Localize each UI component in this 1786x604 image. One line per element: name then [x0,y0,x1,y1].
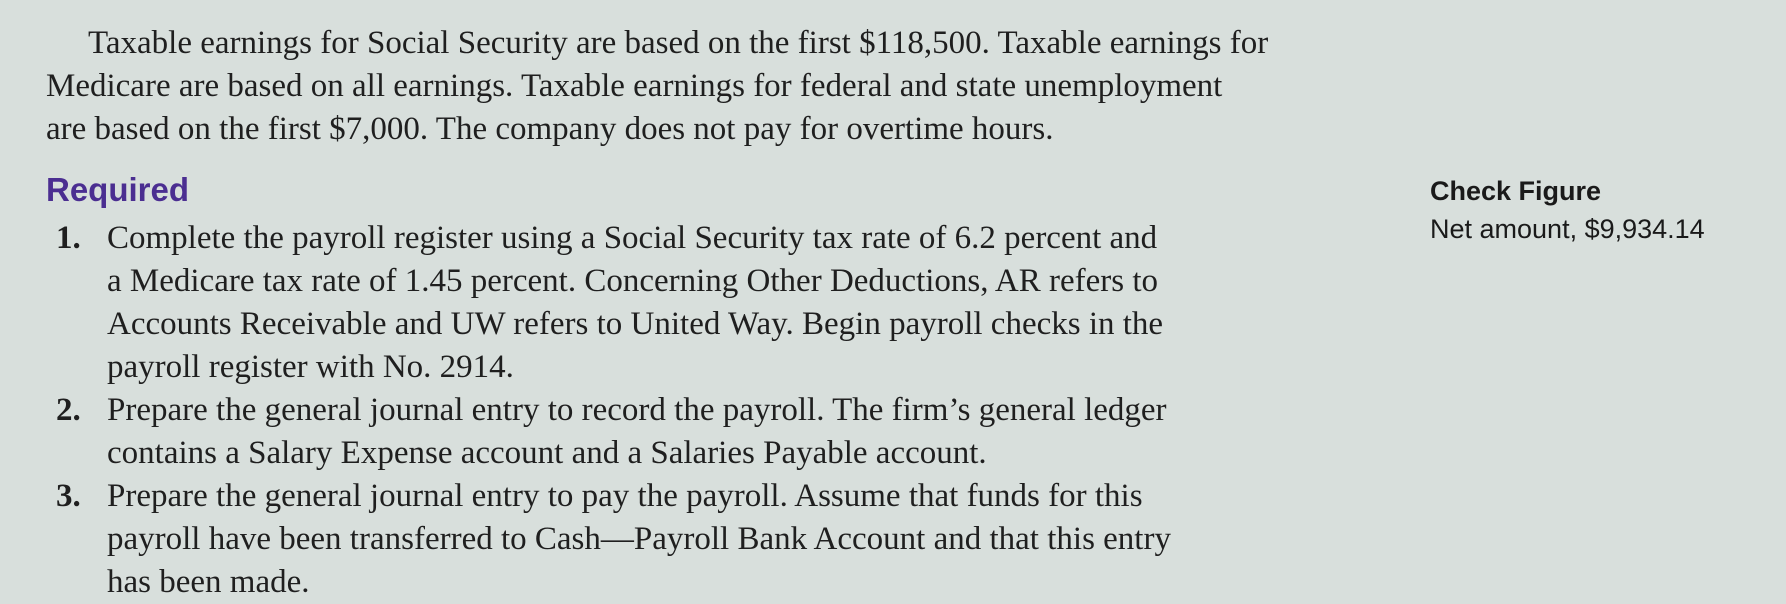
intro-line: Taxable earnings for Social Security are based on the first $118,500. Taxable earnings for [88,25,1269,61]
item-line: contains a Salary Expense account and a Salaries Payable account. [107,435,987,471]
item-line: payroll have been transferred to Cash—Payroll Bank Account and that this entry [107,521,1171,557]
required-item-1 [46,217,1366,389]
check-figure-value: Net amount, $9,934.14 [1430,214,1705,244]
item-line: Accounts Receivable and UW refers to United Way. Begin payroll checks in the [107,306,1164,342]
check-figure-title: Check Figure [1430,176,1602,206]
check-figure-box [1430,172,1770,248]
required-item-3 [46,475,1366,604]
required-heading: Required [46,171,190,208]
intro-paragraph [46,22,1336,151]
item-number: 3. [56,478,81,514]
required-item-2 [46,389,1366,475]
intro-line: Medicare are based on all earnings. Taxable earnings for federal and state unemployment [46,68,1223,104]
item-line: Prepare the general journal entry to pay the payroll. Assume that funds for this [107,478,1143,514]
required-list [46,217,1366,604]
item-line: payroll register with No. 2914. [107,349,514,385]
item-number: 2. [56,392,81,428]
item-line: a Medicare tax rate of 1.45 percent. Concerning Other Deductions, AR refers to [107,263,1159,299]
intro-line: are based on the first $7,000. The company does not pay for overtime hours. [46,111,1054,147]
item-number: 1. [56,220,81,256]
item-line: has been made. [107,564,310,600]
item-line: Complete the payroll register using a Social Security tax rate of 6.2 percent and [107,220,1158,256]
item-line: Prepare the general journal entry to record the payroll. The firm’s general ledger [107,392,1167,428]
